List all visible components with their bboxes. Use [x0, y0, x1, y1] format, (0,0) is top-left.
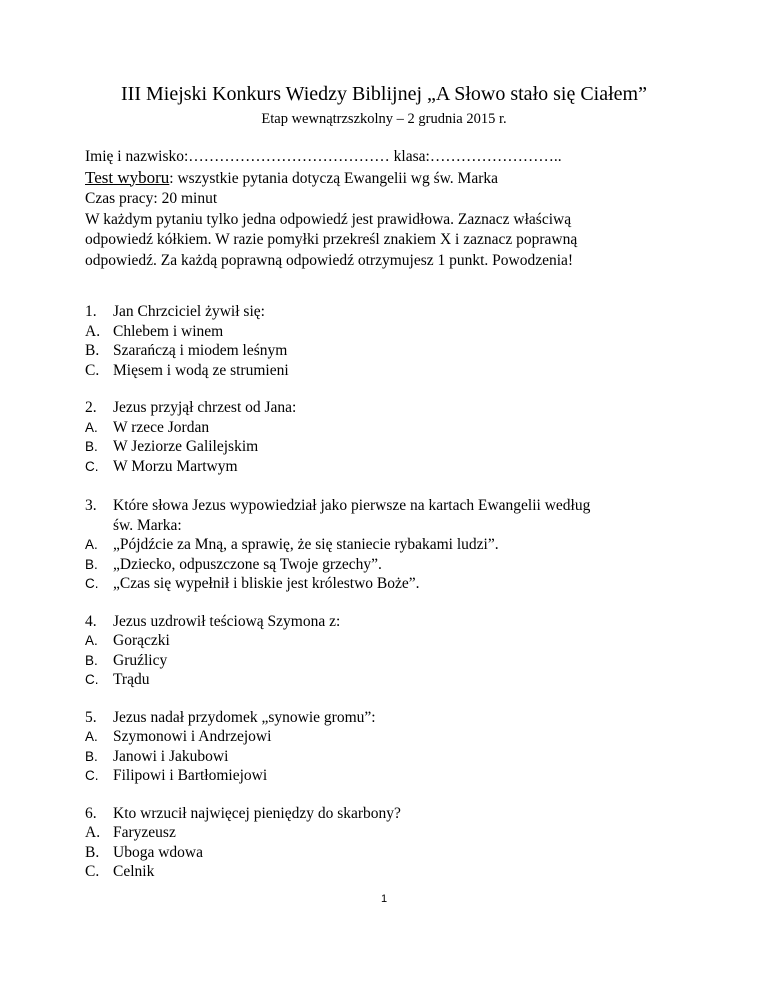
answer-option[interactable] — [85, 651, 685, 671]
question-number: 5. — [85, 708, 97, 726]
option-letter: A. — [85, 729, 98, 744]
name-class-line: Imię i nazwisko:………………………………… klasa:…………………….. — [85, 148, 562, 165]
option-letter: A. — [85, 419, 98, 435]
answer-option[interactable] — [85, 727, 685, 747]
instructions-line: W każdym pytaniu tylko jedna odpowiedź jest prawidłowa. Zaznacz właściwą — [85, 210, 572, 228]
option-letter: B. — [85, 748, 98, 764]
test-type-text: : wszystkie pytania dotyczą Ewangelii wg św. Marka — [169, 169, 498, 187]
option-letter: C. — [85, 576, 99, 591]
option-text: W Morzu Martwym — [113, 457, 238, 475]
answer-option[interactable] — [85, 437, 685, 457]
page-title: III Miejski Konkurs Wiedzy Biblijnej „A Słowo stało się Ciałem” — [121, 83, 647, 105]
question-number: 2. — [85, 399, 97, 416]
option-text: „Dziecko, odpuszczone są Twoje grzechy”. — [113, 555, 382, 573]
question-number: 1. — [85, 303, 97, 320]
option-letter: B. — [85, 843, 100, 861]
question-text: Jan Chrzciciel żywił się: — [113, 303, 265, 320]
answer-option[interactable] — [85, 766, 685, 786]
answer-option[interactable] — [85, 457, 685, 477]
option-letter: B. — [85, 652, 98, 668]
answer-option[interactable] — [85, 418, 685, 438]
question-6 — [85, 804, 685, 882]
option-text: Chlebem i winem — [113, 322, 224, 340]
option-letter: C. — [85, 863, 100, 880]
option-text: Filipowi i Bartłomiejowi — [113, 767, 268, 784]
option-text: Uboga wdowa — [113, 843, 203, 861]
answer-option[interactable] — [85, 574, 685, 594]
time-line: Czas pracy: 20 minut — [85, 190, 218, 207]
test-type-label: Test wyboru — [85, 167, 170, 187]
option-letter: A. — [85, 322, 101, 340]
option-text: Gorączki — [113, 632, 170, 649]
option-text: „Pójdźcie za Mną, a sprawię, że się staniecie rybakami ludzi”. — [113, 536, 499, 553]
instructions-line: odpowiedź. Za każdą poprawną odpowiedź otrzymujesz 1 punkt. Powodzenia! — [85, 251, 574, 269]
question-text: św. Marka: — [113, 516, 182, 534]
option-letter: A. — [85, 824, 101, 841]
option-text: W Jeziorze Galilejskim — [113, 438, 259, 455]
answer-option[interactable] — [85, 747, 685, 767]
option-text: Szymonowi i Andrzejowi — [113, 728, 272, 745]
option-letter: C. — [85, 458, 99, 474]
question-text: Jezus nadał przydomek „synowie gromu”: — [113, 708, 376, 726]
answer-option[interactable] — [85, 361, 685, 381]
question-4 — [85, 612, 685, 690]
answer-option[interactable] — [85, 631, 685, 651]
question-text: Które słowa Jezus wypowiedział jako pierwsze na kartach Ewangelii według — [113, 497, 591, 514]
test-type-line — [85, 168, 685, 190]
question-3 — [85, 496, 685, 594]
answer-option[interactable] — [85, 535, 685, 555]
option-text: Celnik — [113, 863, 155, 880]
question-5 — [85, 708, 685, 786]
option-letter: B. — [85, 342, 100, 359]
option-text: Mięsem i wodą ze strumieni — [113, 361, 289, 379]
answer-option[interactable] — [85, 670, 685, 690]
option-letter: C. — [85, 361, 100, 379]
option-letter: C. — [85, 768, 99, 783]
option-text: Trądu — [113, 671, 150, 688]
page-number: 1 — [380, 893, 388, 905]
question-number: 4. — [85, 612, 97, 630]
question-text: Jezus przyjął chrzest od Jana: — [113, 399, 297, 416]
answer-option[interactable] — [85, 862, 685, 882]
answer-option[interactable] — [85, 823, 685, 843]
option-text: Janowi i Jakubowi — [113, 747, 229, 765]
question-number: 3. — [85, 497, 97, 514]
question-1 — [85, 302, 685, 380]
question-text: Kto wrzucił najwięcej pieniędzy do skarbony? — [113, 804, 401, 822]
page-subtitle: Etap wewnątrzszkolny – 2 grudnia 2015 r. — [261, 111, 507, 127]
option-letter: A. — [85, 537, 98, 552]
question-text: Jezus uzdrowił teściową Szymona z: — [113, 612, 341, 630]
intro-section — [85, 147, 685, 271]
option-letter: A. — [85, 633, 98, 648]
option-text: Gruźlicy — [113, 651, 168, 669]
question-2 — [85, 398, 685, 476]
option-text: „Czas się wypełnił i bliskie jest królestwo Boże”. — [113, 575, 420, 592]
answer-option[interactable] — [85, 322, 685, 342]
answer-option[interactable] — [85, 843, 685, 863]
option-text: Szarańczą i miodem leśnym — [113, 342, 288, 359]
option-letter: B. — [85, 439, 98, 454]
option-text: W rzece Jordan — [113, 418, 210, 436]
question-list — [85, 302, 685, 900]
option-letter: C. — [85, 672, 99, 687]
instructions-line: odpowiedź kółkiem. W razie pomyłki przekreśl znakiem X i zaznacz poprawną — [85, 231, 578, 248]
option-text: Faryzeusz — [113, 824, 176, 841]
answer-option[interactable] — [85, 555, 685, 575]
question-number: 6. — [85, 804, 97, 822]
answer-option[interactable] — [85, 341, 685, 361]
option-letter: B. — [85, 556, 98, 572]
